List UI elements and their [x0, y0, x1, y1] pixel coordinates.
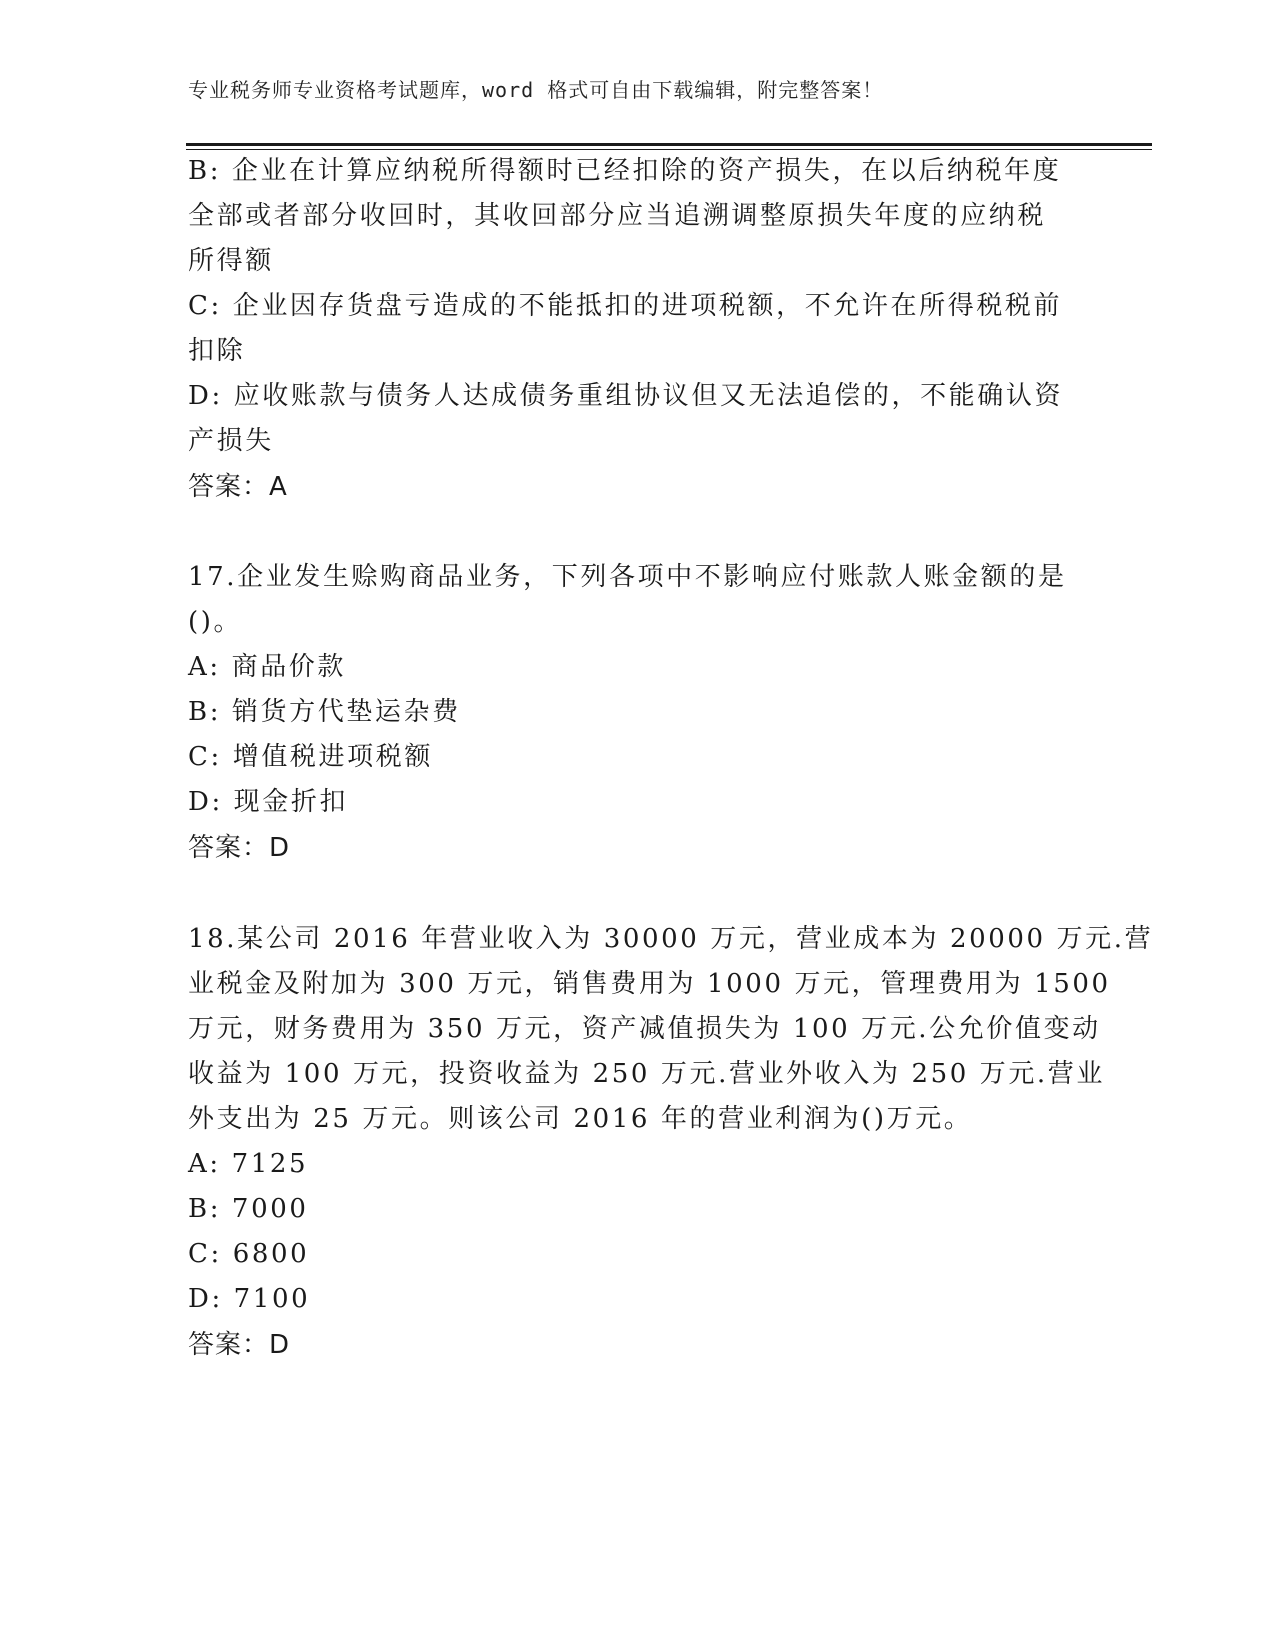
header-rule-thick: [186, 143, 1152, 146]
q18-option-b: B: 7000: [188, 1194, 309, 1224]
q17-option-b: B: 销货方代垫运杂费: [188, 697, 461, 727]
page-header: 专业税务师专业资格考试题库，word 格式可自由下载编辑，附完整答案！: [188, 78, 884, 102]
q18-answer: 答案：D: [188, 1330, 291, 1360]
prev-option-b-line-1: B: 企业在计算应纳税所得额时已经扣除的资产损失，在以后纳税年度: [188, 156, 1062, 186]
q17-answer: 答案：D: [188, 833, 291, 863]
q17-stem-line-2: ()。: [188, 607, 243, 637]
prev-option-b-line-3: 所得额: [188, 246, 274, 276]
q17-option-c: C: 增值税进项税额: [188, 742, 433, 772]
q18-stem-line-2: 业税金及附加为 300 万元，销售费用为 1000 万元，管理费用为 1500: [188, 969, 1111, 999]
prev-option-b-line-2: 全部或者部分收回时，其收回部分应当追溯调整原损失年度的应纳税: [188, 201, 1047, 231]
q18-stem-line-5: 外支出为 25 万元。则该公司 2016 年的营业利润为()万元。: [188, 1104, 973, 1134]
q17-stem-line-1: 17.企业发生赊购商品业务，下列各项中不影响应付账款人账金额的是: [188, 562, 1067, 592]
q17-option-d: D: 现金折扣: [188, 787, 349, 817]
q18-stem-line-4: 收益为 100 万元，投资收益为 250 万元.营业外收入为 250 万元.营业: [188, 1059, 1105, 1089]
q18-option-d: D: 7100: [188, 1284, 311, 1314]
q18-stem-line-1: 18.某公司 2016 年营业收入为 30000 万元，营业成本为 20000 万元.营: [188, 924, 1154, 954]
prev-option-d-line-1: D: 应收账款与债务人达成债务重组协议但又无法追偿的，不能确认资: [188, 381, 1064, 411]
q18-stem-line-3: 万元，财务费用为 350 万元，资产减值损失为 100 万元.公允价值变动: [188, 1014, 1101, 1044]
q17-option-a: A: 商品价款: [188, 652, 347, 682]
header-rule-thin: [186, 149, 1152, 150]
prev-option-c-line-2: 扣除: [188, 336, 246, 366]
q18-option-a: A: 7125: [188, 1149, 309, 1179]
prev-option-d-line-2: 产损失: [188, 426, 274, 456]
prev-answer: 答案：A: [188, 472, 288, 502]
prev-option-c-line-1: C: 企业因存货盘亏造成的不能抵扣的进项税额，不允许在所得税税前: [188, 291, 1063, 321]
q18-option-c: C: 6800: [188, 1239, 310, 1269]
